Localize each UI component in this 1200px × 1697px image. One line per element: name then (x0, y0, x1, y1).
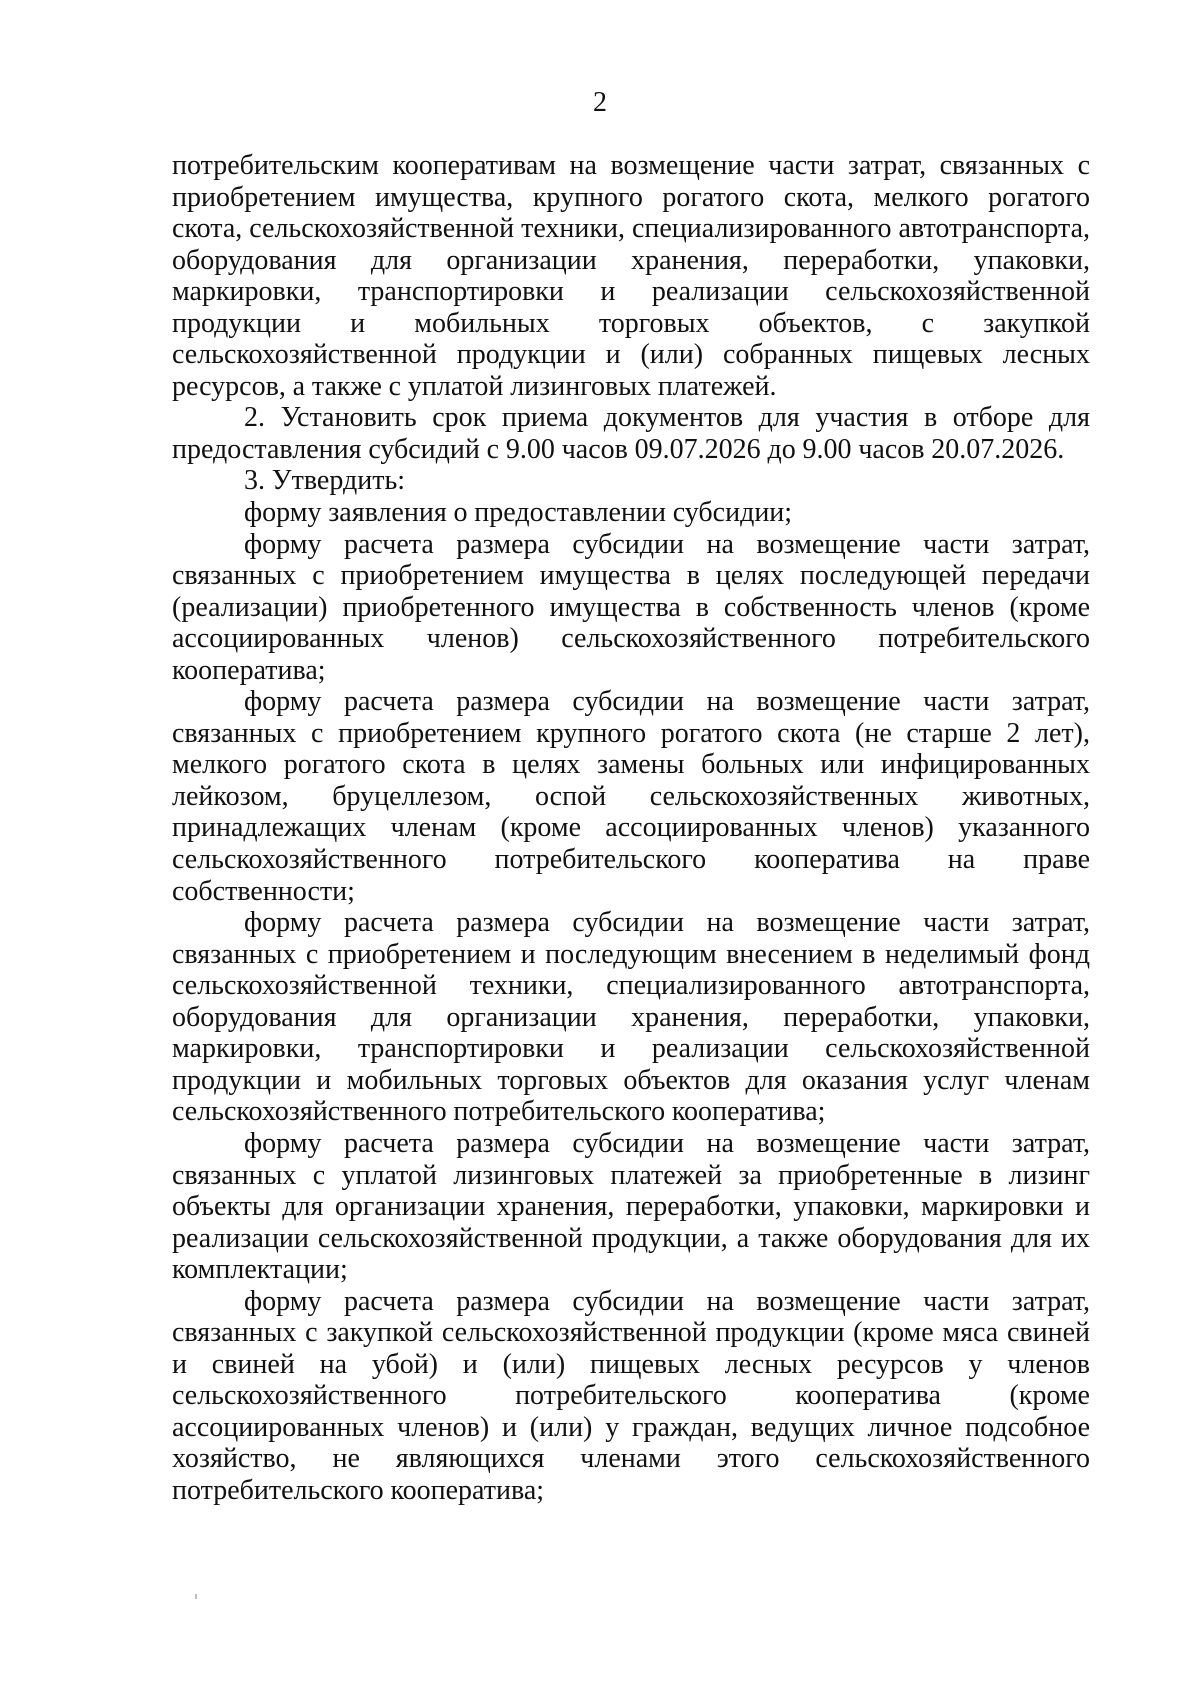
paragraph-calc-form-leasing: форму расчета размера субсидии на возмещение части затрат, связанных с уплатой лизинговых платежей за приобретенные в лизинг объекты для организации хранения, переработки, упаковки, маркировки и реализации сельскохозяйственной продукции, а также оборудования для их комплектации; (172, 1127, 1090, 1286)
paragraph-application-form: форму заявления о предоставлении субсидии; (244, 497, 793, 529)
document-body (172, 150, 1090, 1507)
page-number: 2 (593, 87, 607, 118)
paragraph-calc-form-equipment: форму расчета размера субсидии на возмещение части затрат, связанных с приобретением и последующим внесением в неделимый фонд сельскохозяйственной техники, специализированного автотранспорта, оборудования для организации хранения, переработки, упаковки, маркировки, транспортировки и реализации сельскохозяйственной продукции и мобильных торговых объектов для оказания услуг членам сельскохозяйственного потребительского кооператива; (172, 907, 1090, 1128)
scan-speck (195, 1594, 197, 1599)
paragraph-calc-form-procurement: форму расчета размера субсидии на возмещение части затрат, связанных с закупкой сельскохозяйственной продукции (кроме мяса свиней и свиней на убой) и (или) пищевых лесных ресурсов у членов сельскохозяйственного потребительского кооператива (кроме ассоциированных членов) и (или) у граждан, ведущих личное подсобное хозяйство, не являющихся членами этого сельскохозяйственного потребительского кооператива; (172, 1285, 1090, 1506)
paragraph-calc-form-property: форму расчета размера субсидии на возмещение части затрат, связанных с приобретением имущества в целях последующей передачи (реализации) приобретенного имущества в собственность членов (кроме ассоциированных членов) сельскохозяйственного потребительского кооператива; (172, 528, 1090, 686)
paragraph-calc-form-livestock: форму расчета размера субсидии на возмещение части затрат, связанных с приобретением крупного рогатого скота (не старше 2 лет), мелкого рогатого скота в целях замены больных или инфицированных лейкозом, бруцеллезом, оспой сельскохозяйственных животных, принадлежащих членам (кроме ассоциированных членов) указанного сельскохозяйственного потребительского кооператива на праве собственности; (172, 686, 1090, 907)
paragraph-continuation: потребительским кооперативам на возмещение части затрат, связанных с приобретением имущества, крупного рогатого скота, мелкого рогатого скота, сельскохозяйственной техники, специализированного автотранспорта, оборудования для организации хранения, переработки, упаковки, маркировки, транспортировки и реализации сельскохозяйственной продукции и мобильных торговых объектов, с закупкой сельскохозяйственной продукции и (или) собранных пищевых лесных ресурсов, а также с уплатой лизинговых платежей. (172, 150, 1090, 402)
paragraph-item-2: 2. Установить срок приема документов для участия в отборе для предоставления субсидий с 9.00 часов 09.07.2026 до 9.00 часов 20.07.2026. (172, 402, 1090, 465)
paragraph-item-3: 3. Утвердить: (244, 465, 405, 497)
